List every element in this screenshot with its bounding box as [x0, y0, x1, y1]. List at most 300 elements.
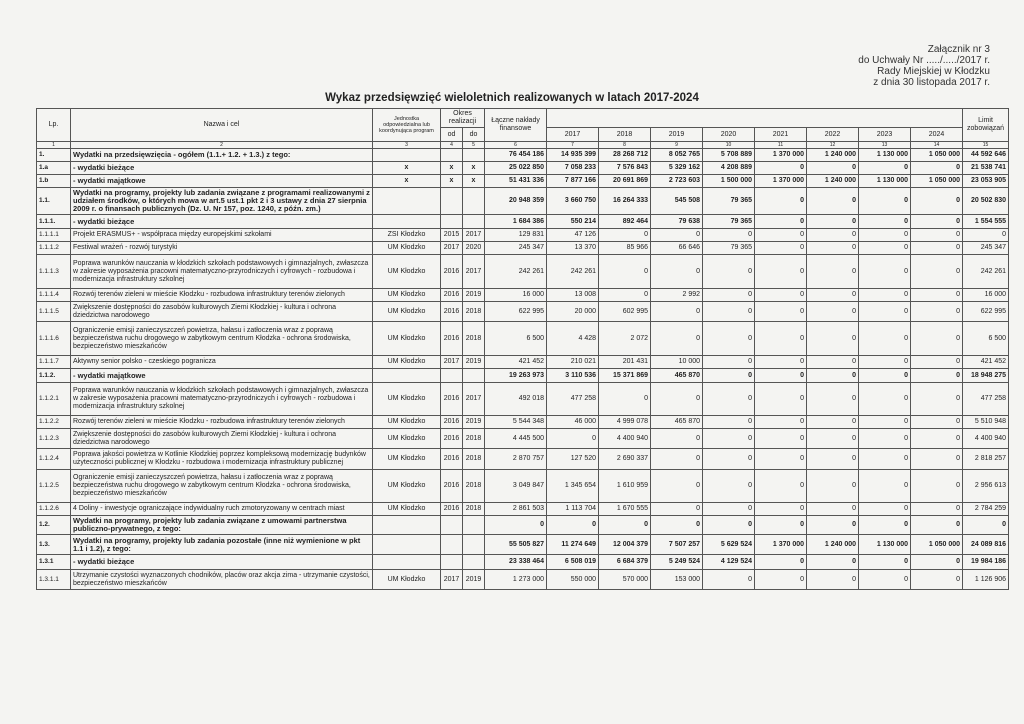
cell-from: 2016 [441, 383, 463, 416]
cell-from [441, 215, 463, 229]
cell-year-value: 0 [911, 242, 963, 255]
table-row [37, 242, 1009, 255]
cell-year-value: 0 [703, 302, 755, 322]
cell-from: 2016 [441, 429, 463, 449]
cell-limit: 242 261 [963, 255, 1009, 289]
table-row [37, 503, 1009, 516]
header-period: Okres realizacji [441, 109, 485, 128]
cell-year-value: 0 [651, 470, 703, 503]
cell-year-value: 2 992 [651, 289, 703, 302]
column-number: 10 [703, 142, 755, 149]
cell-name: Wydatki na programy, projekty lub zadania pozostałe (inne niż wymienione w pkt 1.1 i 1.2), z tego: [71, 535, 373, 555]
cell-year-value: 0 [755, 289, 807, 302]
cell-year-value: 7 877 166 [547, 175, 599, 188]
cell-limit: 0 [963, 516, 1009, 535]
header-years-group [547, 109, 963, 128]
cell-from [441, 555, 463, 570]
header-year-2022: 2022 [807, 128, 859, 142]
cell-limit: 44 592 646 [963, 149, 1009, 162]
cell-lp: 1.1.2.3 [37, 429, 71, 449]
column-number: 7 [547, 142, 599, 149]
cell-name: - wydatki bieżące [71, 555, 373, 570]
cell-limit: 4 400 940 [963, 429, 1009, 449]
cell-year-value: 0 [755, 255, 807, 289]
cell-year-value: 0 [703, 503, 755, 516]
cell-limit: 6 500 [963, 322, 1009, 356]
cell-name: Poprawa warunków nauczania w kłodzkich szkołach podstawowych i gimnazjalnych, zwłaszcza w zakresie wyposażenia pracowni matematyczno-przyrodniczych i cyfrowych - rozbudowa i modernizacja infrastruktury szkolnej [71, 383, 373, 416]
cell-year-value: 13 008 [547, 289, 599, 302]
cell-year-value: 4 999 078 [599, 416, 651, 429]
cell-year-value: 465 870 [651, 416, 703, 429]
cell-year-value: 0 [911, 416, 963, 429]
cell-year-value: 0 [755, 449, 807, 470]
table-row [37, 302, 1009, 322]
cell-year-value: 0 [755, 470, 807, 503]
cell-name: Zwiększenie dostępności do zasobów kulturowych Ziemi Kłodzkiej - kultura i ochrona dziedzictwa narodowego [71, 429, 373, 449]
cell-lp: 1.1.2.1 [37, 383, 71, 416]
cell-year-value: 0 [911, 215, 963, 229]
cell-total: 245 347 [485, 242, 547, 255]
cell-year-value: 1 130 000 [859, 175, 911, 188]
cell-year-value: 0 [807, 555, 859, 570]
cell-year-value: 0 [703, 416, 755, 429]
cell-year-value: 4 428 [547, 322, 599, 356]
cell-year-value: 0 [755, 570, 807, 590]
header-to: do [463, 128, 485, 142]
cell-to [463, 369, 485, 383]
cell-total: 23 338 464 [485, 555, 547, 570]
cell-limit: 18 948 275 [963, 369, 1009, 383]
cell-year-value: 0 [755, 215, 807, 229]
cell-year-value: 0 [651, 449, 703, 470]
cell-year-value: 0 [807, 470, 859, 503]
cell-year-value: 66 646 [651, 242, 703, 255]
cell-year-value: 12 004 379 [599, 535, 651, 555]
cell-year-value: 0 [859, 188, 911, 215]
cell-year-value: 0 [651, 229, 703, 242]
cell-name: Zwiększenie dostępności do zasobów kulturowych Ziemi Kłodzkiej - kultura i ochrona dziedzictwa narodowego [71, 302, 373, 322]
cell-year-value: 0 [807, 302, 859, 322]
cell-limit: 5 510 948 [963, 416, 1009, 429]
cell-limit: 421 452 [963, 356, 1009, 369]
cell-year-value: 0 [703, 229, 755, 242]
cell-unit [373, 215, 441, 229]
column-number: 15 [963, 142, 1009, 149]
cell-unit: UM Kłodzko [373, 470, 441, 503]
cell-year-value: 1 240 000 [807, 175, 859, 188]
cell-from: 2015 [441, 229, 463, 242]
cell-lp: 1.1.1.7 [37, 356, 71, 369]
cell-lp: 1. [37, 149, 71, 162]
cell-total: 242 261 [485, 255, 547, 289]
column-number: 2 [71, 142, 373, 149]
column-number: 3 [373, 142, 441, 149]
cell-year-value: 0 [911, 162, 963, 175]
cell-unit: UM Kłodzko [373, 449, 441, 470]
cell-year-value: 550 000 [547, 570, 599, 590]
cell-year-value: 1 130 000 [859, 535, 911, 555]
header-year-2023: 2023 [859, 128, 911, 142]
cell-from: 2016 [441, 503, 463, 516]
table-row [37, 175, 1009, 188]
cell-year-value: 0 [911, 322, 963, 356]
cell-year-value: 0 [651, 503, 703, 516]
cell-year-value: 242 261 [547, 255, 599, 289]
cell-year-value: 1 240 000 [807, 149, 859, 162]
cell-unit: UM Kłodzko [373, 356, 441, 369]
cell-limit: 2 818 257 [963, 449, 1009, 470]
cell-year-value: 5 329 162 [651, 162, 703, 175]
table-row [37, 449, 1009, 470]
cell-year-value: 0 [807, 516, 859, 535]
cell-year-value: 0 [911, 449, 963, 470]
table-row [37, 429, 1009, 449]
cell-lp: 1.1.1.5 [37, 302, 71, 322]
cell-limit: 19 984 186 [963, 555, 1009, 570]
cell-year-value: 85 966 [599, 242, 651, 255]
cell-lp: 1.2. [37, 516, 71, 535]
cell-year-value: 0 [703, 470, 755, 503]
table-row [37, 229, 1009, 242]
cell-total: 25 022 850 [485, 162, 547, 175]
column-number: 8 [599, 142, 651, 149]
cell-total: 1 273 000 [485, 570, 547, 590]
cell-to [463, 555, 485, 570]
cell-year-value: 16 264 333 [599, 188, 651, 215]
cell-to [463, 188, 485, 215]
cell-to: x [463, 162, 485, 175]
cell-year-value: 602 995 [599, 302, 651, 322]
annex-note [858, 44, 990, 88]
cell-year-value: 3 110 536 [547, 369, 599, 383]
cell-year-value: 0 [807, 255, 859, 289]
cell-total: 16 000 [485, 289, 547, 302]
cell-year-value: 0 [599, 289, 651, 302]
cell-year-value: 0 [807, 369, 859, 383]
cell-name: Projekt ERASMUS+ - współpraca między europejskimi szkołami [71, 229, 373, 242]
cell-year-value: 0 [703, 255, 755, 289]
cell-unit: UM Kłodzko [373, 322, 441, 356]
cell-year-value: 7 507 257 [651, 535, 703, 555]
column-number: 13 [859, 142, 911, 149]
cell-year-value: 0 [859, 369, 911, 383]
cell-year-value: 0 [911, 255, 963, 289]
cell-year-value: 0 [911, 356, 963, 369]
cell-year-value: 47 126 [547, 229, 599, 242]
cell-unit [373, 149, 441, 162]
cell-year-value: 3 660 750 [547, 188, 599, 215]
header-year-2017: 2017 [547, 128, 599, 142]
cell-total: 129 831 [485, 229, 547, 242]
cell-from: 2016 [441, 302, 463, 322]
cell-year-value: 0 [651, 383, 703, 416]
cell-limit: 20 502 830 [963, 188, 1009, 215]
cell-name: Wydatki na programy, projekty lub zadania związane z programami realizowanymi z udziałem środków, o których mowa w art.5 ust.1 pkt 2 i 3 ustawy z dnia 27 sierpnia 2009 r. o finansach publicznych (Dz. U. Nr 157, poz. 1240, z późn. zm.) [71, 188, 373, 215]
cell-to: 2018 [463, 322, 485, 356]
cell-year-value: 892 464 [599, 215, 651, 229]
cell-year-value: 0 [859, 322, 911, 356]
cell-total: 622 995 [485, 302, 547, 322]
header-name: Nazwa i cel [71, 109, 373, 142]
cell-from [441, 149, 463, 162]
cell-from: 2016 [441, 449, 463, 470]
cell-year-value: 0 [807, 289, 859, 302]
cell-year-value: 465 870 [651, 369, 703, 383]
cell-year-value: 0 [755, 162, 807, 175]
cell-total: 3 049 847 [485, 470, 547, 503]
cell-total: 20 948 359 [485, 188, 547, 215]
cell-to [463, 149, 485, 162]
cell-from: x [441, 162, 463, 175]
cell-from: 2016 [441, 289, 463, 302]
cell-year-value: 0 [703, 356, 755, 369]
cell-year-value: 11 274 649 [547, 535, 599, 555]
cell-year-value: 0 [911, 503, 963, 516]
cell-unit: UM Kłodzko [373, 302, 441, 322]
cell-year-value: 0 [807, 356, 859, 369]
cell-year-value: 0 [807, 242, 859, 255]
cell-year-value: 7 576 843 [599, 162, 651, 175]
cell-year-value: 0 [807, 503, 859, 516]
cell-from: 2017 [441, 356, 463, 369]
cell-year-value: 0 [703, 322, 755, 356]
cell-name: Ograniczenie emisji zanieczyszczeń powietrza, hałasu i zatłoczenia wraz z poprawą bezpieczeństwa ruchu drogowego w zabytkowym centrum Kłodzka - ochrona środowiska, bezpieczeństwo mieszkańców [71, 470, 373, 503]
column-number: 1 [37, 142, 71, 149]
cell-year-value: 0 [703, 570, 755, 590]
cell-year-value: 0 [911, 516, 963, 535]
cell-year-value: 0 [755, 369, 807, 383]
cell-year-value: 545 508 [651, 188, 703, 215]
table-row [37, 555, 1009, 570]
cell-year-value: 1 370 000 [755, 535, 807, 555]
cell-limit: 622 995 [963, 302, 1009, 322]
cell-lp: 1.b [37, 175, 71, 188]
cell-unit [373, 555, 441, 570]
annex-line-1: Załącznik nr 3 [927, 44, 990, 55]
cell-total: 4 445 500 [485, 429, 547, 449]
cell-year-value: 2 690 337 [599, 449, 651, 470]
header-limit: Limit zobowiązań [963, 109, 1009, 142]
column-number: 9 [651, 142, 703, 149]
cell-limit: 1 126 906 [963, 570, 1009, 590]
cell-year-value: 0 [859, 255, 911, 289]
cell-to: 2018 [463, 449, 485, 470]
cell-year-value: 0 [911, 188, 963, 215]
cell-to: 2019 [463, 570, 485, 590]
cell-to [463, 535, 485, 555]
cell-year-value: 0 [547, 429, 599, 449]
cell-year-value: 0 [651, 255, 703, 289]
cell-year-value: 6 684 379 [599, 555, 651, 570]
cell-year-value: 0 [911, 229, 963, 242]
cell-year-value: 0 [859, 429, 911, 449]
cell-year-value: 0 [859, 242, 911, 255]
cell-year-value: 0 [599, 516, 651, 535]
cell-to [463, 215, 485, 229]
cell-limit: 23 053 905 [963, 175, 1009, 188]
annex-line-3: Rady Miejskiej w Kłodzku [877, 66, 990, 77]
cell-year-value: 0 [859, 570, 911, 590]
cell-name: Ograniczenie emisji zanieczyszczeń powietrza, hałasu i zatłoczenia wraz z poprawą bezpieczeństwa ruchu drogowego w zabytkowym centrum Kłodzka - ochrona środowiska, bezpieczeństwo mieszkańców [71, 322, 373, 356]
cell-from: 2016 [441, 322, 463, 356]
cell-year-value: 0 [911, 555, 963, 570]
cell-year-value: 0 [859, 449, 911, 470]
header-row-1 [37, 109, 1009, 128]
cell-year-value: 4 208 889 [703, 162, 755, 175]
cell-year-value: 0 [859, 416, 911, 429]
cell-limit: 16 000 [963, 289, 1009, 302]
cell-year-value: 28 268 712 [599, 149, 651, 162]
cell-year-value: 0 [651, 302, 703, 322]
cell-to: 2017 [463, 255, 485, 289]
column-number: 14 [911, 142, 963, 149]
cell-year-value: 0 [911, 302, 963, 322]
cell-year-value: 0 [755, 188, 807, 215]
cell-lp: 1.1.1.4 [37, 289, 71, 302]
cell-total: 51 431 336 [485, 175, 547, 188]
investment-table [36, 108, 1009, 590]
header-lp: Lp. [37, 109, 71, 142]
cell-lp: 1.1.2.6 [37, 503, 71, 516]
cell-year-value: 0 [703, 289, 755, 302]
cell-year-value: 79 638 [651, 215, 703, 229]
cell-unit: UM Kłodzko [373, 289, 441, 302]
cell-limit: 245 347 [963, 242, 1009, 255]
cell-year-value: 0 [859, 229, 911, 242]
cell-year-value: 5 249 524 [651, 555, 703, 570]
cell-year-value: 0 [755, 429, 807, 449]
cell-year-value: 20 000 [547, 302, 599, 322]
cell-unit: UM Kłodzko [373, 503, 441, 516]
cell-year-value: 0 [859, 555, 911, 570]
cell-lp: 1.1.1. [37, 215, 71, 229]
cell-year-value: 1 610 959 [599, 470, 651, 503]
cell-unit [373, 535, 441, 555]
cell-year-value: 1 370 000 [755, 175, 807, 188]
cell-name: - wydatki majątkowe [71, 175, 373, 188]
cell-to: 2019 [463, 416, 485, 429]
table-row [37, 356, 1009, 369]
column-number-row [37, 142, 1009, 149]
cell-year-value: 14 935 399 [547, 149, 599, 162]
document-title: Wykaz przedsięwzięć wieloletnich realizowanych w latach 2017-2024 [325, 92, 699, 104]
cell-unit: UM Kłodzko [373, 570, 441, 590]
table-row [37, 322, 1009, 356]
cell-name: 4 Doliny - inwestycje ograniczające indywidualny ruch zmotoryzowany w centrach miast [71, 503, 373, 516]
cell-unit: UM Kłodzko [373, 383, 441, 416]
cell-lp: 1.1.2. [37, 369, 71, 383]
cell-lp: 1.1.2.5 [37, 470, 71, 503]
cell-year-value: 0 [807, 383, 859, 416]
table-row [37, 535, 1009, 555]
header-year-2024: 2024 [911, 128, 963, 142]
cell-lp: 1.1. [37, 188, 71, 215]
column-number: 6 [485, 142, 547, 149]
cell-lp: 1.3.1.1 [37, 570, 71, 590]
cell-year-value: 0 [755, 516, 807, 535]
cell-year-value: 0 [547, 516, 599, 535]
cell-name: Poprawa jakości powietrza w Kotlinie Kłodzkiej poprzez kompleksową modernizację budynków użyteczności publicznej w Kłodzku - rozbudowa i modernizacja infrastruktury publicznej [71, 449, 373, 470]
cell-year-value: 1 050 000 [911, 175, 963, 188]
cell-lp: 1.1.1.6 [37, 322, 71, 356]
table-row [37, 162, 1009, 175]
cell-year-value: 79 365 [703, 242, 755, 255]
cell-year-value: 0 [651, 429, 703, 449]
cell-lp: 1.1.1.1 [37, 229, 71, 242]
cell-year-value: 0 [911, 570, 963, 590]
cell-year-value: 0 [599, 229, 651, 242]
cell-total: 2 870 757 [485, 449, 547, 470]
table-row [37, 416, 1009, 429]
cell-to: x [463, 175, 485, 188]
cell-to: 2018 [463, 429, 485, 449]
cell-lp: 1.1.2.4 [37, 449, 71, 470]
cell-year-value: 0 [703, 449, 755, 470]
cell-to: 2019 [463, 356, 485, 369]
column-number: 12 [807, 142, 859, 149]
cell-name: Rozwój terenów zieleni w mieście Kłodzku - rozbudowa infrastruktury terenów zielonych [71, 416, 373, 429]
cell-year-value: 2 723 603 [651, 175, 703, 188]
cell-year-value: 201 431 [599, 356, 651, 369]
cell-year-value: 0 [807, 429, 859, 449]
cell-unit: x [373, 162, 441, 175]
cell-to: 2018 [463, 503, 485, 516]
cell-year-value: 1 500 000 [703, 175, 755, 188]
header-unit: Jednostka odpowiedzialna lub koordynująca program [373, 109, 441, 142]
cell-to: 2017 [463, 383, 485, 416]
cell-total: 6 500 [485, 322, 547, 356]
cell-unit [373, 516, 441, 535]
cell-year-value: 0 [755, 242, 807, 255]
cell-limit: 2 956 613 [963, 470, 1009, 503]
cell-year-value: 0 [755, 503, 807, 516]
cell-from: x [441, 175, 463, 188]
cell-year-value: 79 365 [703, 188, 755, 215]
cell-year-value: 0 [755, 302, 807, 322]
cell-total: 55 505 827 [485, 535, 547, 555]
header-from: od [441, 128, 463, 142]
cell-year-value: 0 [807, 416, 859, 429]
cell-year-value: 0 [911, 470, 963, 503]
cell-year-value: 570 000 [599, 570, 651, 590]
cell-year-value: 0 [859, 302, 911, 322]
cell-year-value: 0 [755, 229, 807, 242]
cell-year-value: 153 000 [651, 570, 703, 590]
cell-year-value: 1 113 704 [547, 503, 599, 516]
cell-year-value: 0 [807, 229, 859, 242]
cell-year-value: 0 [807, 449, 859, 470]
table-row [37, 470, 1009, 503]
cell-from: 2017 [441, 242, 463, 255]
cell-year-value: 0 [599, 255, 651, 289]
cell-year-value: 13 370 [547, 242, 599, 255]
cell-from: 2016 [441, 470, 463, 503]
cell-unit [373, 369, 441, 383]
cell-name: - wydatki bieżące [71, 215, 373, 229]
column-number: 4 [441, 142, 463, 149]
cell-name: Wydatki na przedsięwzięcia - ogółem (1.1.+ 1.2. + 1.3.) z tego: [71, 149, 373, 162]
table-row [37, 255, 1009, 289]
cell-year-value: 0 [911, 289, 963, 302]
column-number: 11 [755, 142, 807, 149]
annex-line-2: do Uchwały Nr ...../...../2017 r. [858, 55, 990, 66]
cell-year-value: 0 [807, 570, 859, 590]
cell-year-value: 7 058 233 [547, 162, 599, 175]
header-year-2021: 2021 [755, 128, 807, 142]
column-number: 5 [463, 142, 485, 149]
cell-lp: 1.1.1.3 [37, 255, 71, 289]
cell-year-value: 1 050 000 [911, 149, 963, 162]
